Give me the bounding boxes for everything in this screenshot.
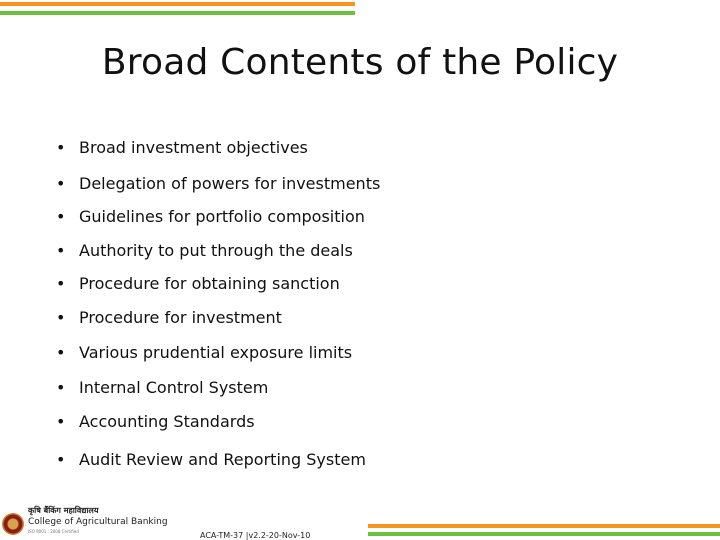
bullet-dot: • <box>56 274 66 293</box>
list-item <box>56 343 352 362</box>
bullet-dot: • <box>56 412 66 431</box>
list-item <box>56 274 340 293</box>
list-item <box>56 308 282 327</box>
list-item <box>56 241 353 260</box>
doc-code: ACA-TM-37 |v2.2-20-Nov-10 <box>200 531 311 540</box>
slide-title: Broad Contents of the Policy <box>101 42 619 83</box>
list-item-text: Internal Control System <box>79 378 269 397</box>
list-item <box>56 207 365 226</box>
org-tagline: ISO 9001 : 2008 Certified <box>28 529 79 534</box>
org-block <box>28 505 168 536</box>
list-item <box>56 174 380 193</box>
top-decorative-stripes <box>0 0 355 18</box>
list-item <box>56 378 268 397</box>
org-name: College of Agricultural Banking <box>28 517 168 527</box>
list-item-text: Guidelines for portfolio composition <box>79 207 365 226</box>
top-orange-stripe <box>0 2 355 6</box>
list-item <box>56 412 255 431</box>
bullet-dot: • <box>56 174 66 193</box>
college-emblem-icon <box>2 513 24 535</box>
bullet-dot: • <box>56 450 66 469</box>
list-item-text: Various prudential exposure limits <box>79 343 353 362</box>
list-item-text: Audit Review and Reporting System <box>79 450 366 469</box>
slide-footer <box>0 505 720 540</box>
list-item-text: Accounting Standards <box>79 412 255 431</box>
bullet-dot: • <box>56 343 66 362</box>
list-item-text: Authority to put through the deals <box>79 241 353 260</box>
bottom-orange-stripe <box>368 524 720 528</box>
bullet-dot: • <box>56 378 66 397</box>
list-item-text: Delegation of powers for investments <box>79 174 381 193</box>
list-item-text: Procedure for investment <box>79 308 282 327</box>
top-green-stripe <box>0 11 355 15</box>
bullet-dot: • <box>56 308 66 327</box>
list-item <box>56 450 366 469</box>
bullet-dot: • <box>56 207 66 226</box>
org-hindi-name: कृषि बैंकिंग महाविद्यालय <box>28 506 99 515</box>
bullet-dot: • <box>56 241 66 260</box>
list-item-text: Procedure for obtaining sanction <box>79 274 340 293</box>
list-item <box>56 138 308 157</box>
bullet-dot: • <box>56 138 66 157</box>
list-item-text: Broad investment objectives <box>79 138 308 157</box>
bottom-green-stripe <box>368 532 720 536</box>
